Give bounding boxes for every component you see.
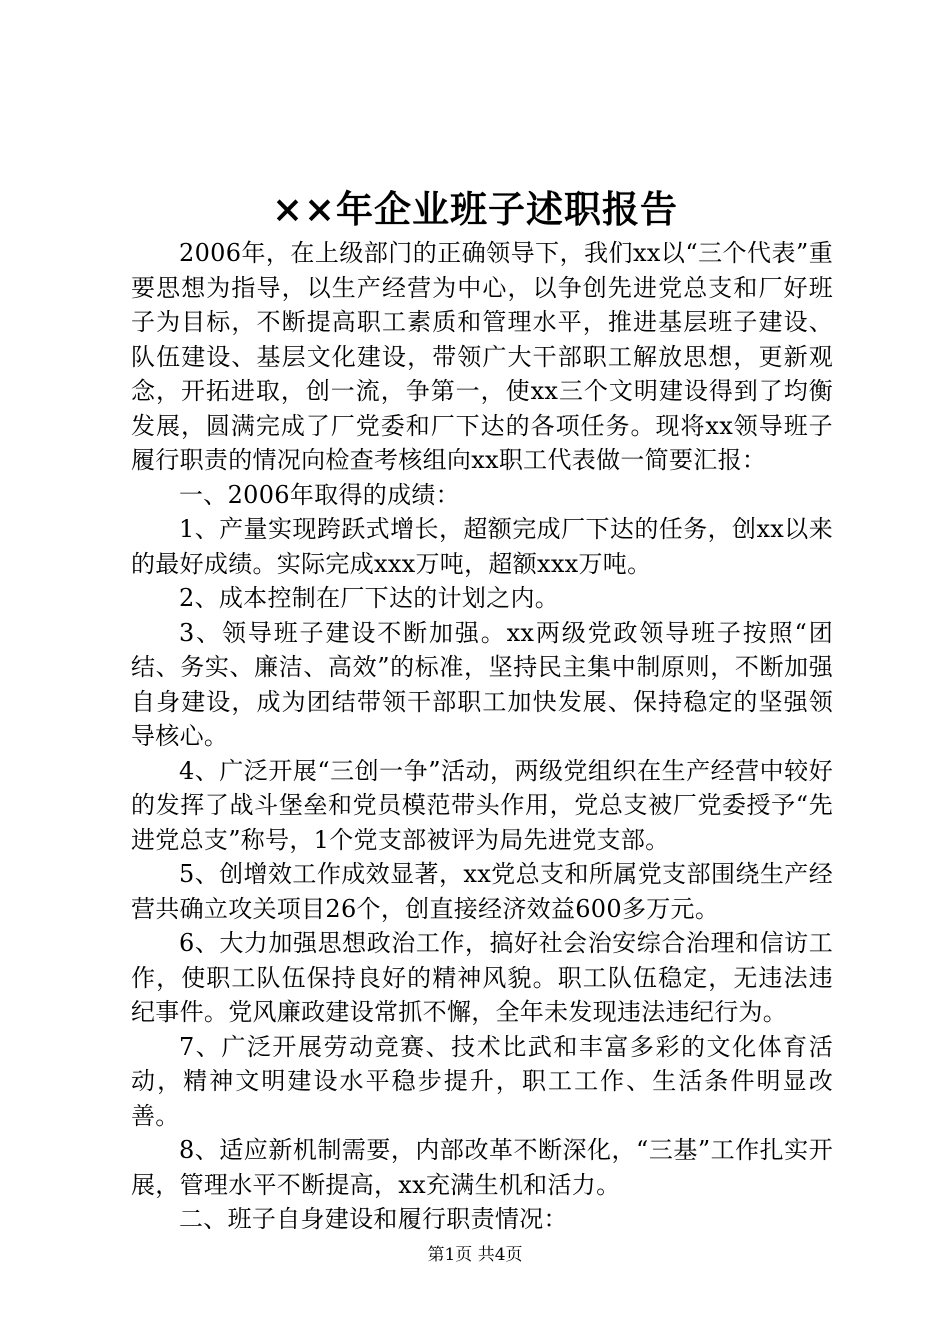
paragraph-item-3: 3、领导班子建设不断加强。xx两级党政领导班子按照“团结、务实、廉洁、高效”的标准，坚持民主集中制原则，不断加强自身建设，成为团结带领干部职工加快发展、保持稳定的坚强领导核心。	[131, 618, 833, 750]
document-body	[131, 236, 833, 1237]
paragraph-item-8: 8、适应新机制需要，内部改革不断深化，“三基”工作扎实开展，管理水平不断提高，xx充满生机和活力。	[131, 1136, 833, 1199]
section-heading-achievements: 一、2006年取得的成绩：	[179, 480, 460, 509]
paragraph-item-7: 7、广泛开展劳动竞赛、技术比武和丰富多彩的文化体育活动，精神文明建设水平稳步提升，职工工作、生活条件明显改善。	[131, 1032, 833, 1130]
section-heading-duties: 二、班子自身建设和履行职责情况：	[179, 1205, 568, 1233]
paragraph-intro: 2006年，在上级部门的正确领导下，我们xx以“三个代表”重要思想为指导，以生产经营为中心，以争创先进党总支和厂好班子为目标，不断提高职工素质和管理水平，推进基层班子建设、队伍建设、基层文化建设，带领广大干部职工解放思想，更新观念，开拓进取，创一流，争第一，使xx三个文明建设得到了均衡发展，圆满完成了厂党委和厂下达的各项任务。现将xx领导班子履行职责的情况向检查考核组向xx职工代表做一简要汇报：	[131, 239, 833, 474]
paragraph-item-2: 2、成本控制在厂下达的计划之内。	[179, 584, 560, 612]
paragraph-item-5: 5、创增效工作成效显著，xx党总支和所属党支部围绕生产经营共确立攻关项目26个，创直接经济效益600多万元。	[131, 860, 833, 923]
document-title: ××年企业班子述职报告	[271, 187, 678, 231]
page-footer: 第1页 共4页	[427, 1245, 523, 1265]
paragraph-item-6: 6、大力加强思想政治工作，搞好社会治安综合治理和信访工作，使职工队伍保持良好的精神风貌。职工队伍稳定，无违法违纪事件。党风廉政建设常抓不懈，全年未发现违法违纪行为。	[131, 929, 833, 1026]
paragraph-item-1: 1、产量实现跨跃式增长，超额完成厂下达的任务，创xx以来的最好成绩。实际完成xxx万吨，超额xxx万吨。	[131, 515, 833, 578]
paragraph-item-4: 4、广泛开展“三创一争”活动，两级党组织在生产经营中较好的发挥了战斗堡垒和党员模范带头作用，党总支被厂党委授予“先进党总支”称号，1个党支部被评为局先进党支部。	[131, 756, 833, 854]
